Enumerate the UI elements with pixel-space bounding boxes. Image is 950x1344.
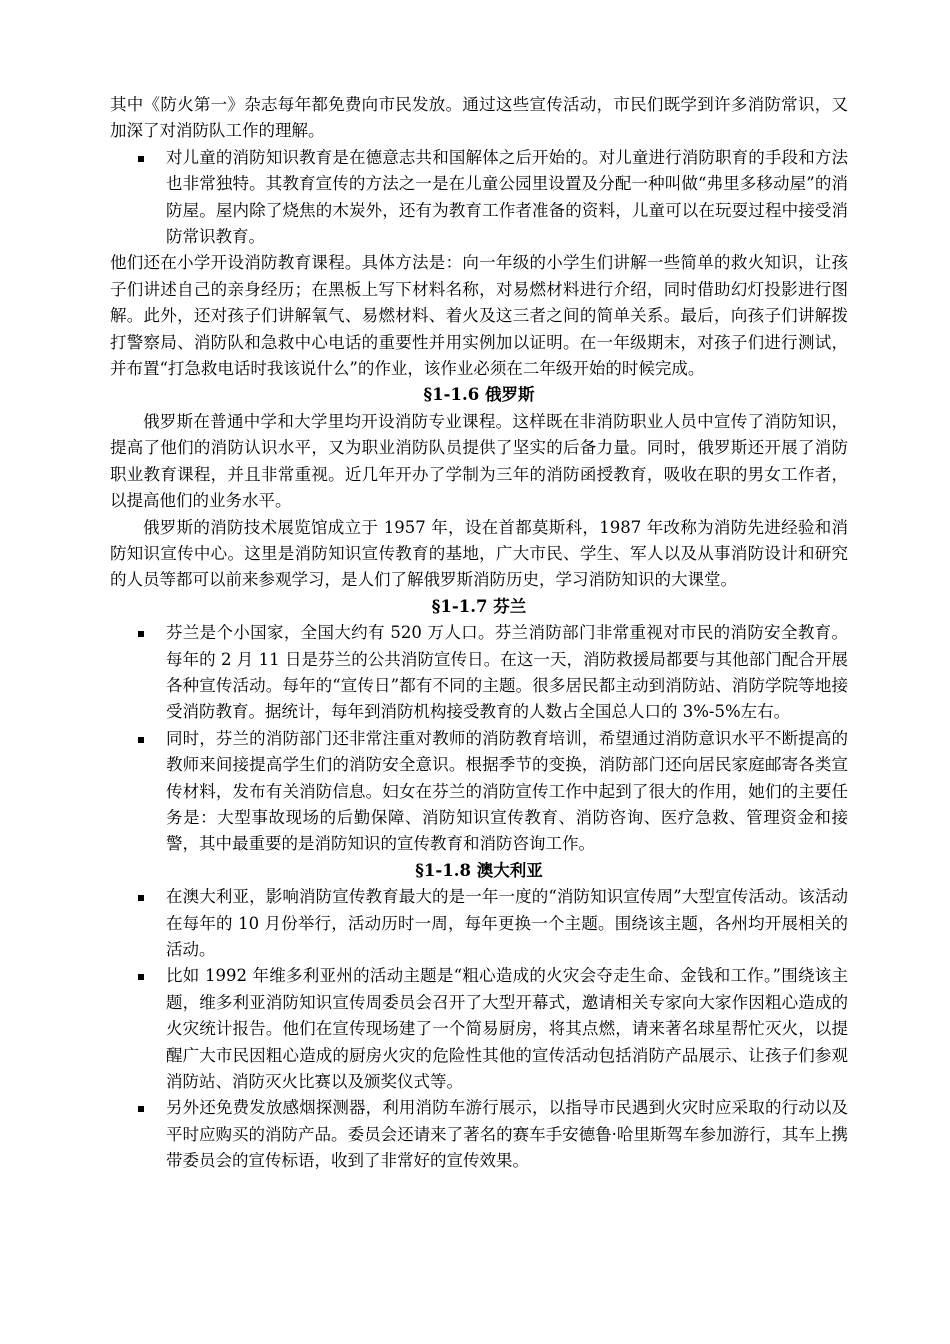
school-paragraph: 他们还在小学开设消防教育课程。具体方法是：向一年级的小学生们讲解一些简单的救火知识，让孩子们讲述自己的亲身经历；在黑板上写下材料名称，对易燃材料进行介绍，同时借助幻灯投影进行图解。此外，还对孩子们讲解氧气、易燃材料、着火及这三者之间的简单关系。最后，向孩子们讲解拨打警察局、消防队和急救中心电话的重要性并用实例加以证明。在一年级期末，对孩子们进行测试，并布置“打急救电话时我该说什么”的作业，该作业必须在二年级开始的时候完成。: [110, 253, 848, 379]
list-item-text: 同时，芬兰的消防部门还非常注重对教师的消防教育培训，希望通过消防意识水平不断提高的教师来间接提高学生们的消防安全意识。根据季节的变换，消防部门还向居民家庭邮寄各类宣传材料，发布有关消防信息。妇女在芬兰的消防宣传工作中起到了很大的作用，她们的主要任务是：大型事故现场的后勤保障、消防知识宣传教育、消防咨询、医疗急救、管理资金和接警，其中最重要的是消防知识的宣传教育和消防咨询工作。: [166, 728, 848, 854]
square-bullet-icon: [138, 737, 144, 743]
finland-bullet-list: [110, 620, 848, 858]
section-heading-australia: §1-1.8 澳大利亚: [415, 860, 543, 880]
square-bullet-icon: [138, 1106, 144, 1112]
germany-bullet-list: [110, 145, 848, 251]
square-bullet-icon: [138, 974, 144, 980]
russia-paragraph: 俄罗斯的消防技术展览馆成立于 1957 年，设在首都莫斯科，1987 年改称为消防先进经验和消防知识宣传中心。这里是消防知识宣传教育的基地，广大市民、学生、军人以及从事消防设计和研究的人员等都可以前来参观学习，是人们了解俄罗斯消防历史，学习消防知识的大课堂。: [110, 517, 848, 590]
list-item: [110, 145, 848, 251]
list-item-text: 芬兰是个小国家，全国大约有 520 万人口。芬兰消防部门非常重视对市民的消防安全教育。每年的 2 月 11 日是芬兰的公共消防宣传日。在这一天，消防救援局都要与其他部门配合开展各种宣传活动。每年的“宣传日”都有不同的主题。很多居民都主动到消防站、消防学院等地接受消防教育。据统计，每年到消防机构接受教育的人数占全国总人口的 3%-5%左右。: [166, 623, 848, 722]
list-item: [110, 726, 848, 858]
section-heading-finland: §1-1.7 芬兰: [431, 596, 527, 616]
intro-paragraph: 其中《防火第一》杂志每年都免费向市民发放。通过这些宣传活动，市民们既学到许多消防常识，又加深了对消防队工作的理解。: [110, 95, 848, 141]
document-page: [110, 92, 848, 1175]
list-item: [110, 963, 848, 1095]
list-item: [110, 884, 848, 963]
list-item-text: 另外还免费发放感烟探测器，利用消防车游行展示，以指导市民遇到火灾时应采取的行动以及平时应购买的消防产品。委员会还请来了著名的赛车手安德鲁·哈里斯驾车参加游行，其车上携带委员会的宣传标语，收到了非常好的宣传效果。: [166, 1098, 848, 1171]
australia-bullet-list: [110, 884, 848, 1174]
square-bullet-icon: [138, 156, 144, 162]
list-item-text: 对儿童的消防知识教育是在德意志共和国解体之后开始的。对儿童进行消防职育的手段和方法也非常独特。其教育宣传的方法之一是在儿童公园里设置及分配一种叫做“弗里多移动屋”的消防屋。屋内除了烧焦的木炭外，还有为教育工作者准备的资料，儿童可以在玩耍过程中接受消防常识教育。: [166, 147, 848, 247]
section-heading-russia: §1-1.6 俄罗斯: [423, 385, 535, 405]
list-item: [110, 1095, 848, 1174]
square-bullet-icon: [138, 631, 144, 637]
square-bullet-icon: [138, 895, 144, 901]
list-item-text: 比如 1992 年维多利亚州的活动主题是“粗心造成的火灾会夺走生命、金钱和工作。”围绕该主题，维多利亚消防知识宣传周委员会召开了大型开幕式，邀请相关专家向大家作因粗心造成的火灾统计报告。他们在宣传现场建了一个简易厨房，将其点燃，请来著名球星帮忙灭火，以提醒广大市民因粗心造成的厨房火灾的危险性其他的宣传活动包括消防产品展示、让孩子们参观消防站、消防灭火比赛以及颁奖仪式等。: [166, 966, 848, 1092]
russia-paragraph: 俄罗斯在普通中学和大学里均开设消防专业课程。这样既在非消防职业人员中宣传了消防知识，提高了他们的消防认识水平，又为职业消防队员提供了坚实的后备力量。同时，俄罗斯还开展了消防职业教育课程，并且非常重视。近几年开办了学制为三年的消防函授教育，吸收在职的男女工作者，以提高他们的业务水平。: [110, 411, 848, 511]
list-item: [110, 620, 848, 726]
list-item-text: 在澳大利亚，影响消防宣传教育最大的是一年一度的“消防知识宣传周”大型宣传活动。该活动在每年的 10 月份举行，活动历时一周，每年更换一个主题。围绕该主题，各州均开展相关的活动。: [166, 887, 848, 959]
